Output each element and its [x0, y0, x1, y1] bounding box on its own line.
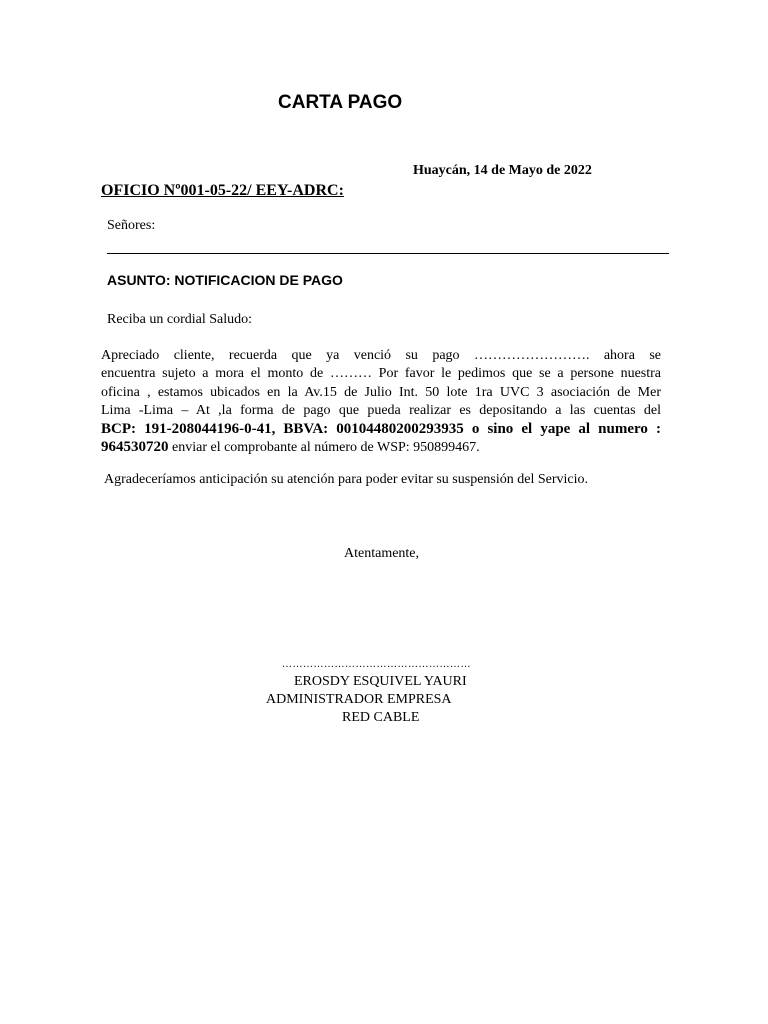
yape-number: 964530720: [101, 439, 169, 456]
body-line-1: Apreciado cliente, recuerda que ya venció su pago ……………………. ahora se: [101, 348, 661, 363]
body-line-4: Lima -Lima – At ,la forma de pago que pueda realizar es depositando a las cuentas del: [101, 402, 661, 418]
body-line-3: oficina , estamos ubicados en la Av.15 de Julio Int. 50 lote 1ra UVC 3 asociación de Mer: [101, 384, 661, 400]
date-line: Huaycán, 14 de Mayo de 2022: [413, 163, 592, 178]
signer-name: EROSDY ESQUIVEL YAURI: [294, 674, 467, 689]
body-line-2: encuentra sujeto a mora el monto de ……… Por favor le pedimos que se a persone nuestra: [101, 366, 661, 382]
oficio-reference: OFICIO Nº001-05-22/ EEY-ADRC:: [101, 182, 344, 199]
signer-company: RED CABLE: [342, 710, 420, 725]
signer-role: ADMINISTRADOR EMPRESA: [266, 692, 452, 707]
whatsapp-instruction: enviar el comprobante al número de WSP: 950899467.: [168, 440, 480, 456]
greeting: Reciba un cordial Saludo:: [107, 312, 253, 327]
body-paragraph: [101, 347, 661, 457]
sign-off: Atentamente,: [344, 546, 420, 561]
salutation: Señores:: [107, 218, 156, 233]
body-line-6: [101, 438, 661, 456]
addressee-rule: [107, 253, 669, 254]
subject-line: ASUNTO: NOTIFICACION DE PAGO: [107, 272, 343, 288]
bank-accounts-line: BCP: 191-208044196-0-41, BBVA: 00104480200293935 o sino el yape al numero :: [101, 421, 661, 438]
signature-line: ………………………………………………: [282, 659, 471, 670]
letter-title: CARTA PAGO: [278, 92, 403, 113]
closing-request: Agradeceríamos anticipación su atención para poder evitar su suspensión del Servicio.: [104, 472, 589, 487]
